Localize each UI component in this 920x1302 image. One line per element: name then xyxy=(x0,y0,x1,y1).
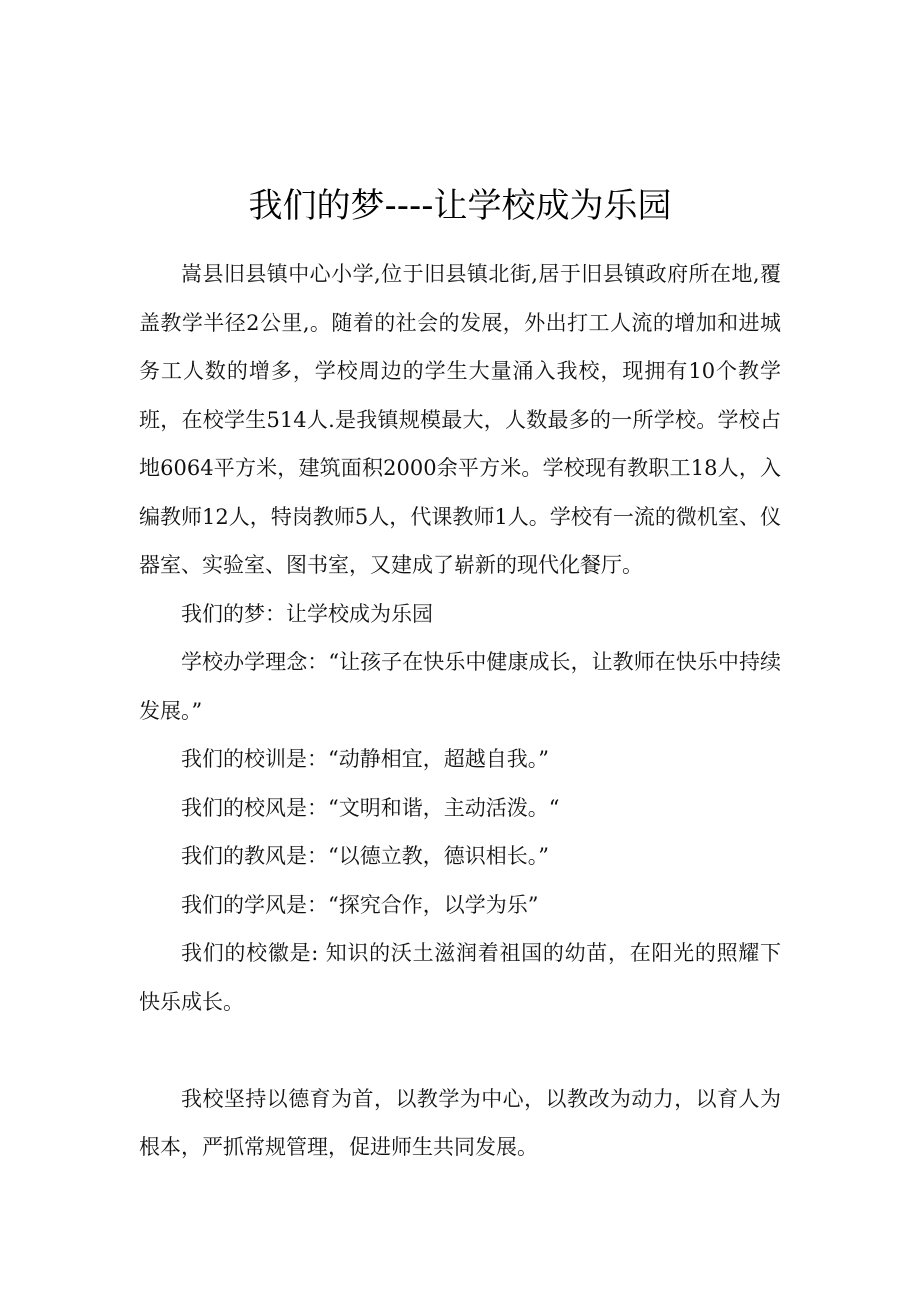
motto-paragraph: 我们的校训是：“动静相宜，超越自我。” xyxy=(181,747,549,771)
teaching-style-paragraph: 我们的教风是：“以德立教，德识相长。” xyxy=(181,844,549,868)
principle-paragraph: 我校坚持以德育为首，以教学为中心，以教改为动力，以育人为根本，严抓常规管理，促进师生共同发展。 xyxy=(139,1086,781,1159)
intro-paragraph: 嵩县旧县镇中心小学,位于旧县镇北街,居于旧县镇政府所在地,覆盖教学半径2公里,。随着的社会的发展，外出打工人流的增加和进城务工人数的增多，学校周边的学生大量涌入我校，现拥有10个教学班，在校学生514人.是我镇规模最大，人数最多的一所学校。学校占地6064平方米，建筑面积2000余平方米。学校现有教职工18人，入编教师12人，特岗教师5人，代课教师1人。学校有一流的微机室、仪器室、实验室、图书室，又建成了崭新的现代化餐厅。 xyxy=(139,262,781,577)
philosophy-paragraph: 学校办学理念：“让孩子在快乐中健康成长，让教师在快乐中持续发展。” xyxy=(139,650,781,723)
emblem-paragraph: 我们的校徽是: 知识的沃土滋润着祖国的幼苗，在阳光的照耀下快乐成长。 xyxy=(139,941,781,1014)
school-spirit-paragraph: 我们的校风是：“文明和谐，主动活泼。“ xyxy=(181,795,560,820)
dream-paragraph: 我们的梦：让学校成为乐园 xyxy=(181,601,433,626)
document-title: 我们的梦----让学校成为乐园 xyxy=(248,186,672,226)
study-style-paragraph: 我们的学风是：“探究合作，以学为乐” xyxy=(181,892,539,917)
blank-line xyxy=(139,1026,781,1075)
document-body xyxy=(139,250,781,1172)
